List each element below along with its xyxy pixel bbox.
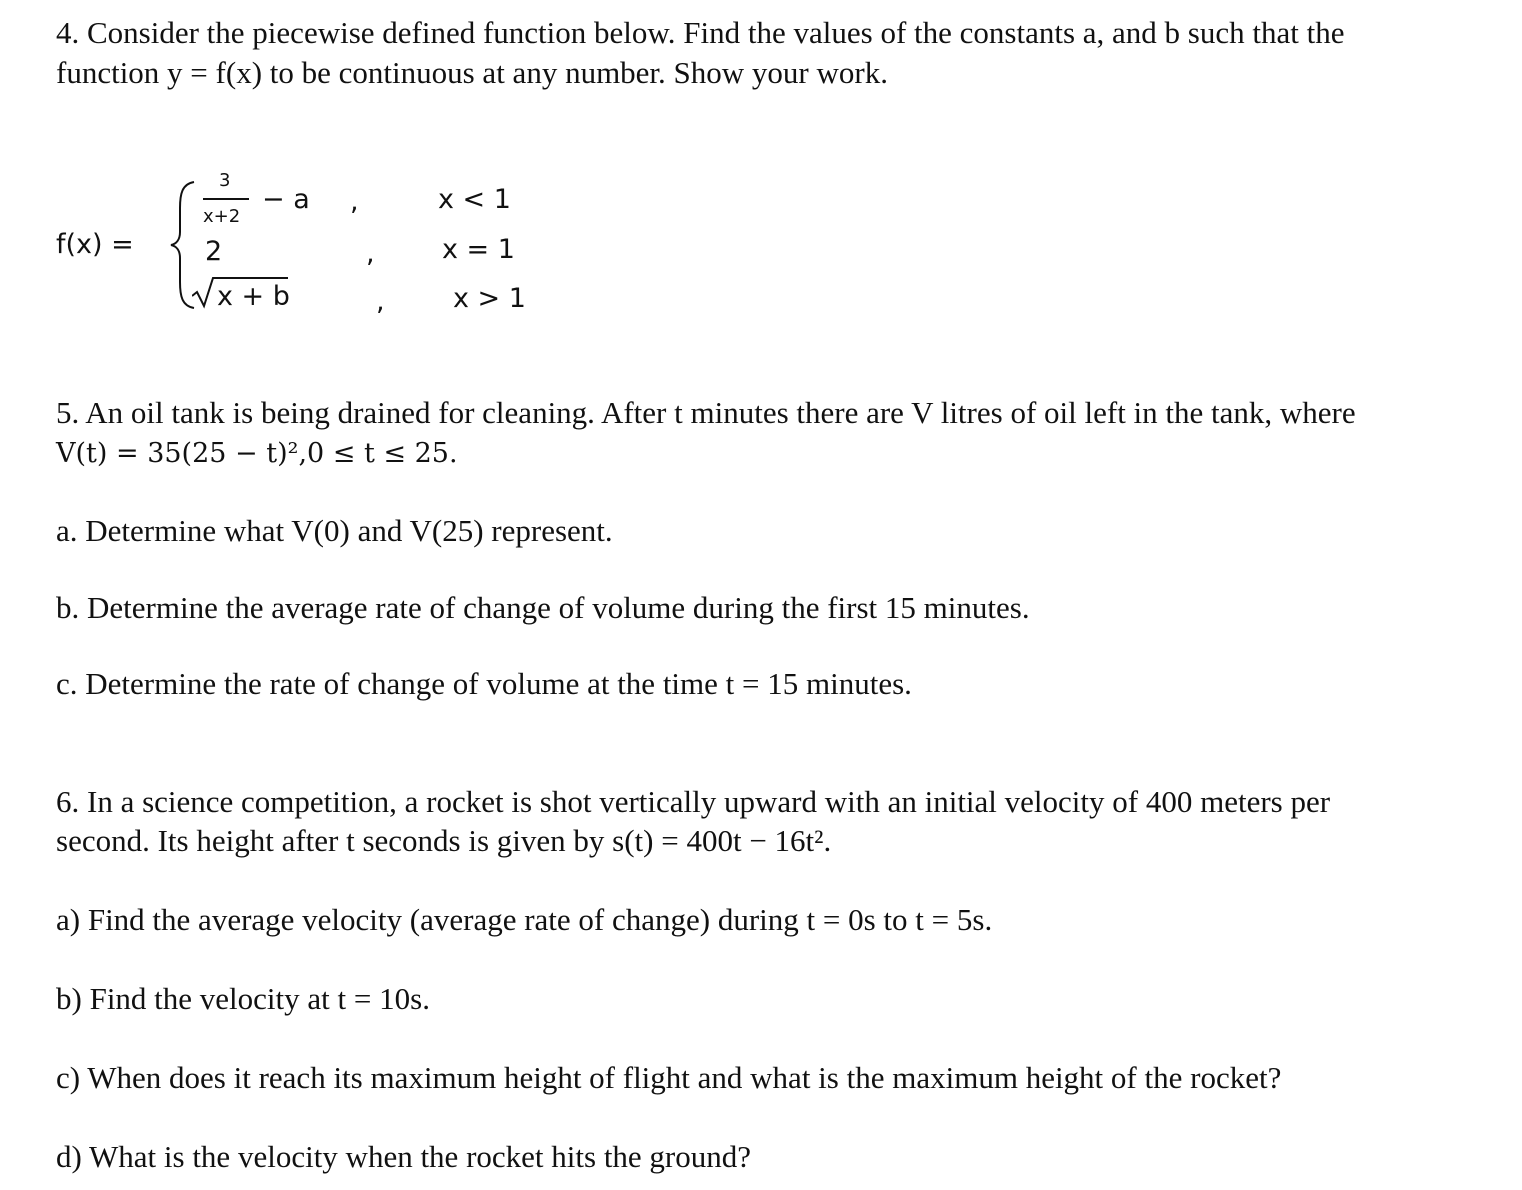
q4-line2: function y = f(x) to be continuous at any number. Show your work. — [56, 55, 888, 90]
condition-1: x < 1 — [438, 184, 511, 215]
case2-expr: 2 — [205, 236, 223, 267]
case1-rest: − a — [262, 184, 310, 215]
q6-line2: second. Its height after t seconds is given by s(t) = 400t − 16t². — [56, 823, 832, 858]
q6-part-c: c) When does it reach its maximum height of flight and what is the maximum height of the rocket? — [56, 1060, 1282, 1095]
q6-part-b: b) Find the velocity at t = 10s. — [56, 981, 430, 1016]
fx-label: f(x) = — [56, 229, 134, 260]
case1-numerator: 3 — [219, 170, 231, 191]
q5-line2: V(t) = 35(25 − t)²,0 ≤ t ≤ 25. — [56, 438, 458, 469]
case3-expr: x + b — [217, 281, 290, 312]
q5-part-a: a. Determine what V(0) and V(25) represent. — [56, 513, 613, 548]
case1-denominator: x+2 — [203, 206, 241, 227]
q6-part-a: a) Find the average velocity (average rate of change) during t = 0s to t = 5s. — [56, 902, 993, 937]
comma-3: , — [376, 286, 385, 317]
condition-2: x = 1 — [442, 234, 515, 265]
condition-3: x > 1 — [453, 283, 526, 314]
q4-line1: 4. Consider the piecewise defined function below. Find the values of the constants a, and b such that the — [56, 15, 1345, 50]
q5-line1: 5. An oil tank is being drained for cleaning. After t minutes there are V litres of oil left in the tank, where — [56, 395, 1356, 430]
q5-part-b: b. Determine the average rate of change of volume during the first 15 minutes. — [56, 590, 1030, 625]
q6-part-d: d) What is the velocity when the rocket hits the ground? — [56, 1139, 752, 1174]
comma-1: , — [350, 186, 359, 217]
fraction-bar — [203, 198, 249, 200]
comma-2: , — [366, 238, 375, 269]
q5-part-c: c. Determine the rate of change of volume at the time t = 15 minutes. — [56, 666, 912, 701]
q6-line1: 6. In a science competition, a rocket is shot vertically upward with an initial velocity of 400 meters per — [56, 784, 1331, 819]
